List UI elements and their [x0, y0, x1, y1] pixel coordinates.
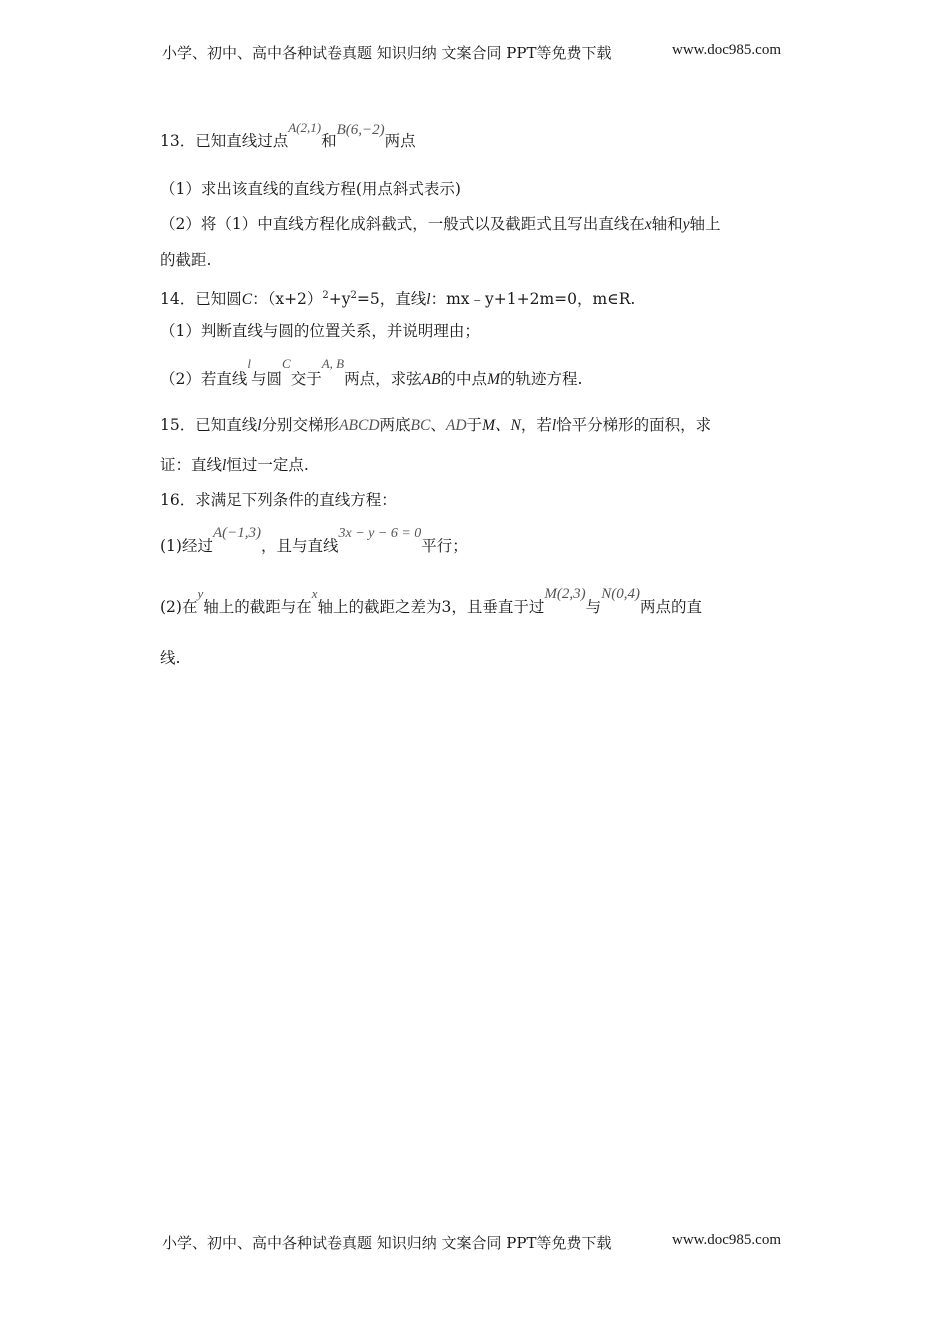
point-n-label: N(0,4) — [601, 586, 640, 602]
q15-title: 15．已知直线l分别交梯形ABCD两底BC、AD于M、N，若l恰平分梯形的面积，求 — [160, 416, 712, 434]
header-site-link[interactable]: www.doc985.com — [672, 42, 782, 58]
q14-title: 14．已知圆C：$(x+2)^2+y^2=5$，直线l：mx﹣y+1+2m=0，m∈R. — [160, 290, 636, 309]
q14-part2: （2）若直线$^l$与圆$^C$交于$^{A, B}$两点，求弦AB的中点M的轨迹方程. — [160, 356, 583, 388]
header-text: 小学、初中、高中各种试卷真题 知识归纳 文案合同 PPT等免费下载 — [162, 44, 612, 62]
point-a-label: A(2,1) — [288, 120, 322, 135]
page-header — [162, 42, 792, 63]
point-a-label: A(−1,3) — [212, 525, 261, 541]
footer-text: 小学、初中、高中各种试卷真题 知识归纳 文案合同 PPT等免费下载 — [162, 1234, 612, 1252]
page-footer — [162, 1232, 792, 1253]
q13-part2: （2）将（1）中直线方程化成斜截式，一般式以及截距式且写出直线在x轴和y轴上 — [160, 215, 721, 233]
point-m-label: M(2,3) — [544, 586, 586, 602]
q13-title: 13．已知直线过点$^{A(2,1)}$和B(6,−2)两点 — [160, 120, 416, 150]
q13-part2-cont: 的截距. — [160, 251, 212, 269]
q13-part1: （1）求出该直线的直线方程(用点斜式表示) — [160, 180, 461, 198]
point-b-label: B(6,−2) — [336, 122, 385, 138]
q15-cont: 证：直线l恒过一定点. — [160, 456, 309, 474]
q16-title: 16．求满足下列条件的直线方程： — [160, 491, 397, 509]
footer-site-link[interactable]: www.doc985.com — [672, 1232, 782, 1248]
line-equation: 3x − y − 6 = 0 — [338, 526, 422, 541]
q16-part2-cont: 线. — [160, 649, 181, 667]
q16-part1: (1)经过A(−1,3)，且与直线3x − y − 6 = 0平行； — [160, 525, 468, 555]
q14-part1: （1）判断直线与圆的位置关系，并说明理由； — [160, 322, 480, 340]
q16-part2: (2)在$^y$轴上的截距与在$^x$轴上的截距之差为3，且垂直于过M(2,3)与N(0,4)两点的直 — [160, 586, 702, 616]
